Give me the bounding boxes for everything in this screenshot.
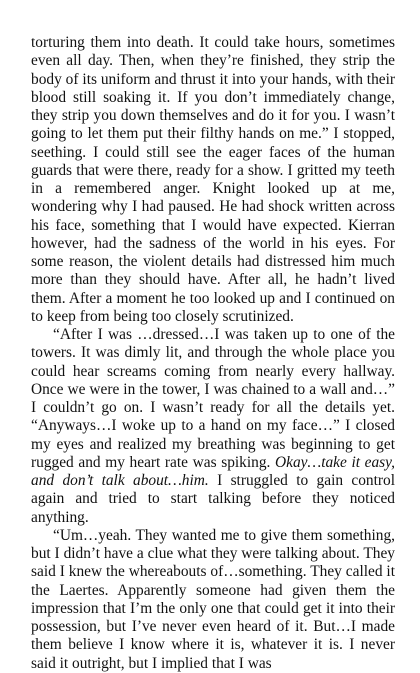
paragraph-2-italic-thought: Okay…take it easy, and don’t talk about…him.	[31, 453, 395, 489]
page-body-text	[31, 34, 395, 673]
paragraph-2-text-a: “After I was …dressed…I was taken up to one of the towers. It was dimly lit, and through the whole place you could hear screams coming from nearly every hallway. Once we were in the tower, I was chained to a wall and…” I couldn’t go on. I wasn’t ready for all the details yet. “Anyways…I woke up to a hand on my face…” I closed my eyes and realized my breathing was beginning to get rugged and my heart rate was spiking.	[31, 326, 395, 471]
paragraph-1	[31, 34, 395, 326]
paragraph-3-text: “Um…yeah. They wanted me to give them something, but I didn’t have a clue what they were talking about. They said I knew the whereabouts of…something. They called it the Laertes. Apparently someone had given them the impression that I’m the only one that could get it into their possession, but I’ve never even heard of it. But…I made them believe I know where it is, whatever it is. I never said it outright, but I implied that I was	[31, 526, 395, 672]
paragraph-1-text: torturing them into death. It could take hours, sometimes even all day. Then, when they’re finished, they strip the body of its uniform and thrust it into your hands, with their blood still soaking it. If you don’t immediately change, they strip you down themselves and do it for you. I wasn’t going to let them put their filthy hands on me.” I stopped, seething. I could still see the eager faces of the human guards that were there, ready for a show. I gritted my teeth in a remembered anger. Knight looked up at me, wondering why I had paused. He had shock written across his face, something that I would have expected. Kierran however, had the sadness of the world in his eyes. For some reason, the violent details had distressed him much more than they should have. After all, he hadn’t lived them. After a moment he too looked up and I continued on to keep from being too closely scrutinized.	[31, 34, 395, 325]
paragraph-2-text-b: I struggled to gain control again and tried to start talking before they noticed anything.	[31, 472, 395, 526]
paragraph-2	[31, 326, 395, 527]
paragraph-3	[31, 527, 395, 673]
